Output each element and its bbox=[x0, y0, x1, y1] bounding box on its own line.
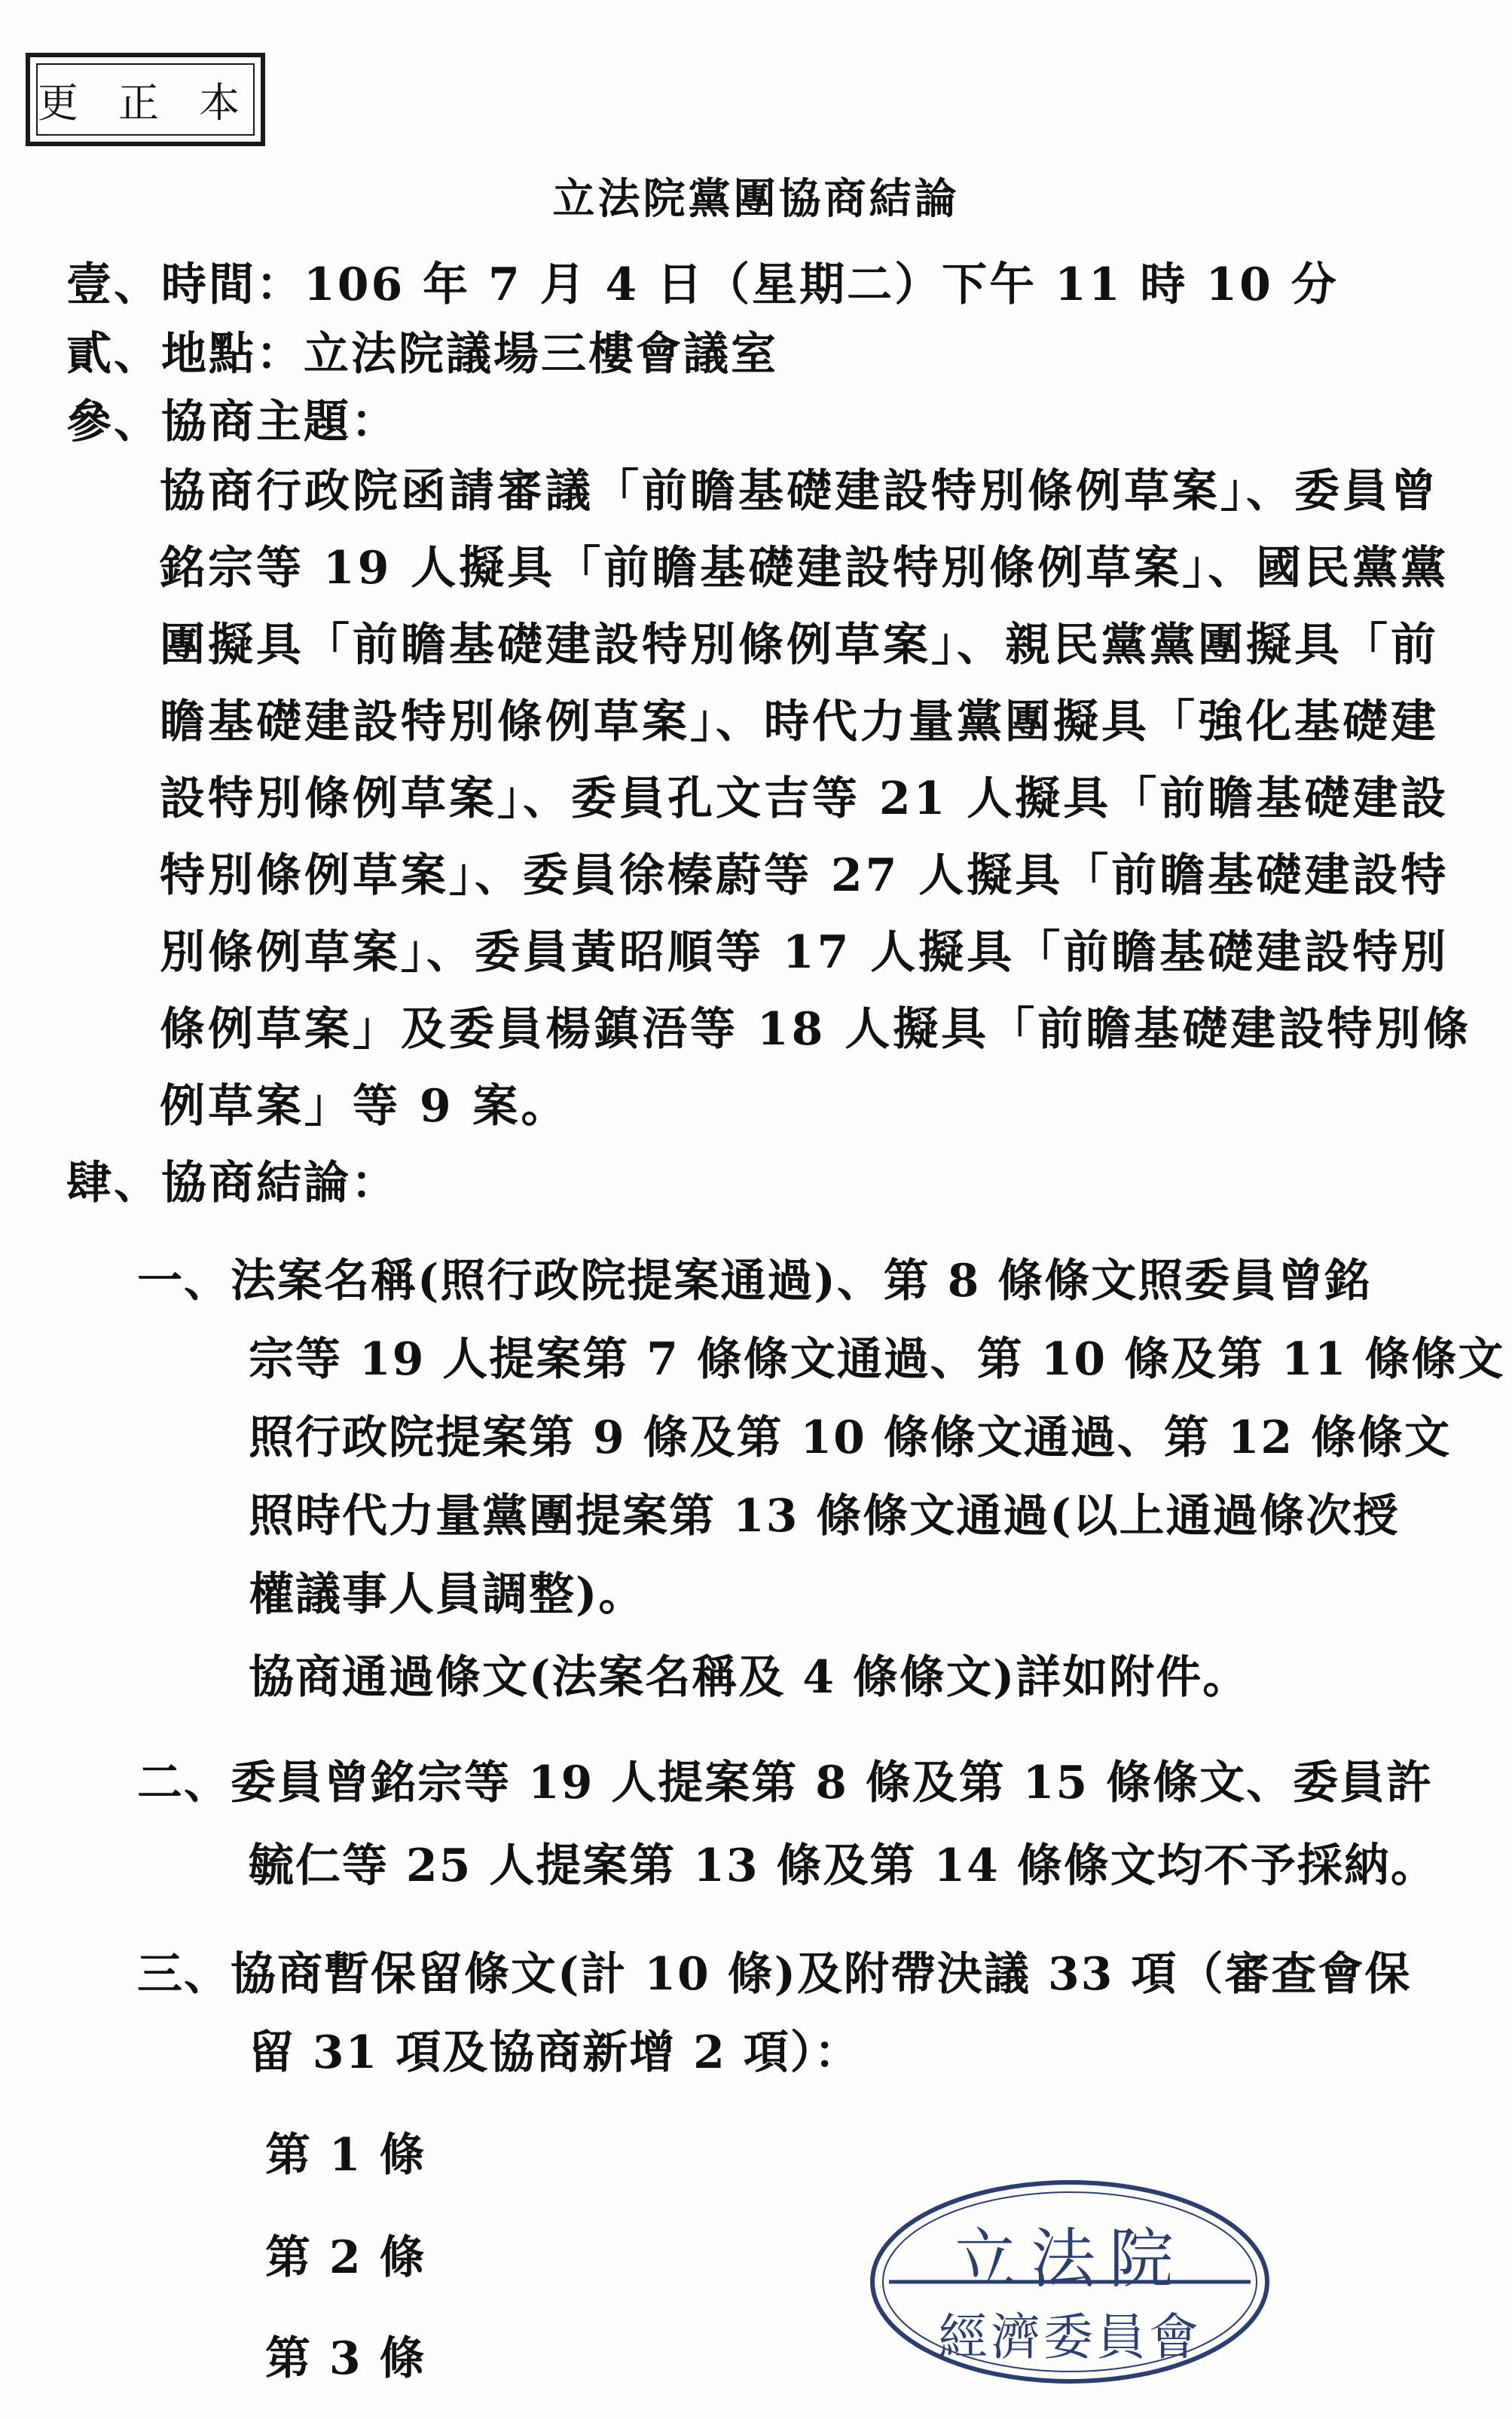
conclusion-3-line: 留 31 項及協商新增 2 項）： bbox=[249, 2026, 861, 2079]
section-place: 貳、地點：立法院議場三樓會議室 bbox=[66, 328, 778, 381]
committee-seal bbox=[866, 2176, 1273, 2387]
correction-stamp-label: 更 正 本 bbox=[37, 78, 254, 127]
topic-line: 例草案」等 9 案。 bbox=[160, 1080, 570, 1133]
topic-line: 協商行政院函請審議「前瞻基礎建設特別條例草案」、委員曾 bbox=[160, 465, 1439, 518]
correction-stamp bbox=[26, 53, 265, 146]
topic-line: 設特別條例草案」、委員孔文吉等 21 人擬具「前瞻基礎建設 bbox=[160, 772, 1449, 825]
conclusion-1-line: 照行政院提案第 9 條及第 10 條條文通過、第 12 條條文 bbox=[249, 1411, 1452, 1464]
reserved-article: 第 1 條 bbox=[265, 2129, 426, 2182]
conclusion-3-line: 三、協商暫保留條文(計 10 條)及附帶決議 33 項（審查會保 bbox=[137, 1948, 1412, 2001]
conclusion-2-line: 二、委員曾銘宗等 19 人提案第 8 條及第 15 條條文、委員許 bbox=[137, 1757, 1434, 1809]
topic-line: 銘宗等 19 人擬具「前瞻基礎建設特別條例草案」、國民黨黨 bbox=[160, 542, 1449, 595]
topic-line: 別條例草案」、委員黃昭順等 17 人擬具「前瞻基礎建設特別 bbox=[160, 926, 1449, 979]
conclusion-1-line: 照時代力量黨團提案第 13 條條文通過(以上通過條次授 bbox=[249, 1490, 1400, 1543]
conclusion-2-line: 毓仁等 25 人提案第 13 條及第 14 條條文均不予採納。 bbox=[249, 1839, 1437, 1892]
seal-top-text: 立法院 bbox=[952, 2222, 1187, 2297]
conclusion-1-line: 權議事人員調整)。 bbox=[249, 1568, 646, 1621]
reserved-article: 第 2 條 bbox=[265, 2231, 426, 2284]
conclusion-1-line: 宗等 19 人提案第 7 條條文通過、第 10 條及第 11 條條文 bbox=[249, 1333, 1505, 1386]
topic-line: 條例草案」及委員楊鎮浯等 18 人擬具「前瞻基礎建設特別條 bbox=[160, 1003, 1472, 1056]
section-topic-heading: 參、協商主題： bbox=[66, 396, 399, 448]
topic-line: 團擬具「前瞻基礎建設特別條例草案」、親民黨黨團擬具「前 bbox=[160, 619, 1439, 671]
section-time: 壹、時間：106 年 7 月 4 日（星期二）下午 11 時 10 分 bbox=[66, 258, 1339, 311]
section-conclusion-heading: 肆、協商結論： bbox=[66, 1157, 399, 1210]
topic-line: 瞻基礎建設特別條例草案」、時代力量黨團擬具「強化基礎建 bbox=[160, 696, 1439, 748]
conclusion-1-line: 一、法案名稱(照行政院提案通過)、第 8 條條文照委員曾銘 bbox=[137, 1255, 1372, 1307]
seal-bottom-text: 經濟委員會 bbox=[938, 2308, 1202, 2366]
document-title: 立法院黨團協商結論 bbox=[552, 174, 960, 224]
conclusion-1-line: 協商通過條文(法案名稱及 4 條條文)詳如附件。 bbox=[249, 1651, 1250, 1704]
topic-line: 特別條例草案」、委員徐榛蔚等 27 人擬具「前瞻基礎建設特 bbox=[160, 849, 1449, 902]
reserved-article: 第 3 條 bbox=[265, 2332, 426, 2385]
